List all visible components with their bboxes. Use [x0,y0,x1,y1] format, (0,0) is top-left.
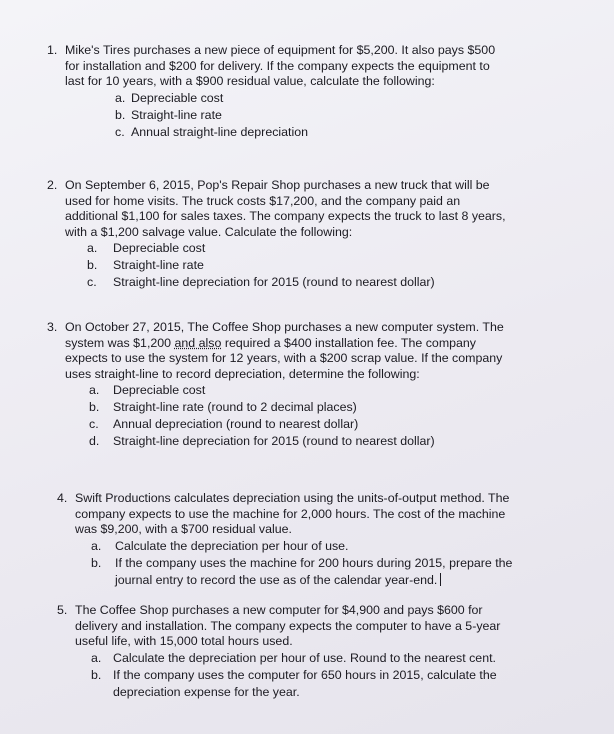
sub-question-list [89,382,587,450]
question-3 [47,320,587,450]
question-line: used for home visits. The truck costs $17,200, and the company paid an [65,193,461,208]
sub-question: b. If the company uses the machine for 200 hours during 2015, prepare the journal entry to record the use as of the calendar year-end. [91,555,513,587]
sub-question: b. If the company uses the computer for 650 hours in 2015, calculate the depreciation expense for the year. [91,667,497,699]
sub-question-list [115,90,577,141]
question-number: 3. [47,320,58,334]
sub-question: c. Straight-line depreciation for 2015 (round to nearest dollar) [87,275,435,290]
question-5 [57,603,587,701]
sub-question-list [87,240,587,291]
question-line: On October 27, 2015, The Coffee Shop purchases a new computer system. The [65,320,504,334]
question-1 [47,43,577,141]
sub-question: b. Straight-line rate (round to 2 decimal places) [89,400,357,415]
sub-question: a. Depreciable cost [115,90,224,105]
question-line: useful life, with 15,000 total hours used. [75,634,293,649]
sub-question: c. Annual depreciation (round to nearest dollar) [89,417,359,432]
sub-question: c. Annual straight-line depreciation [115,124,309,139]
sub-question: a. Depreciable cost [87,241,206,256]
question-number: 5. [57,603,68,617]
question-line: uses straight-line to record depreciation, determine the following: [65,366,420,381]
question-line: company expects to use the machine for 2,000 hours. The cost of the machine [75,506,506,521]
question-line: additional $1,100 for sales taxes. The company expects the truck to last 8 years, [65,209,506,224]
question-line: expects to use the system for 12 years, with a $200 scrap value. If the company [65,351,503,366]
question-line: Swift Productions calculates depreciation using the units-of-output method. The [75,491,510,505]
question-line: was $9,200, with a $700 residual value. [75,522,292,537]
text-cursor [440,573,441,586]
question-2 [47,178,587,291]
question-number: 2. [47,178,58,192]
question-line: On September 6, 2015, Pop's Repair Shop purchases a new truck that will be [65,178,490,192]
question-line: for installation and $200 for delivery. If the company expects the equipment to [65,58,490,73]
question-number: 4. [57,491,68,505]
question-line: Mike's Tires purchases a new piece of equipment for $5,200. It also pays $500 [65,43,496,57]
sub-question-list [91,538,587,589]
question-line: The Coffee Shop purchases a new computer for $4,900 and pays $600 for [75,603,483,617]
sub-question: b. Straight-line rate [87,258,204,273]
sub-question: a. Depreciable cost [89,383,206,398]
sub-question: d. Straight-line depreciation for 2015 (round to nearest dollar) [89,434,435,449]
question-line: last for 10 years, with a $900 residual value, calculate the following: [65,74,435,89]
question-4 [57,491,587,589]
question-line: delivery and installation. The company expects the computer to have a 5-year [75,618,501,633]
question-line: system was $1,200 and also required a $400 installation fee. The company [65,335,477,350]
question-number: 1. [47,43,58,57]
marked-text: and also [174,335,222,350]
sub-question: a. Calculate the depreciation per hour of use. [91,538,349,553]
sub-question: b. Straight-line rate [115,107,222,122]
sub-question-list [91,650,587,701]
question-line: with a $1,200 salvage value. Calculate the following: [65,224,353,239]
sub-question: a. Calculate the depreciation per hour of use. Round to the nearest cent. [91,650,496,665]
